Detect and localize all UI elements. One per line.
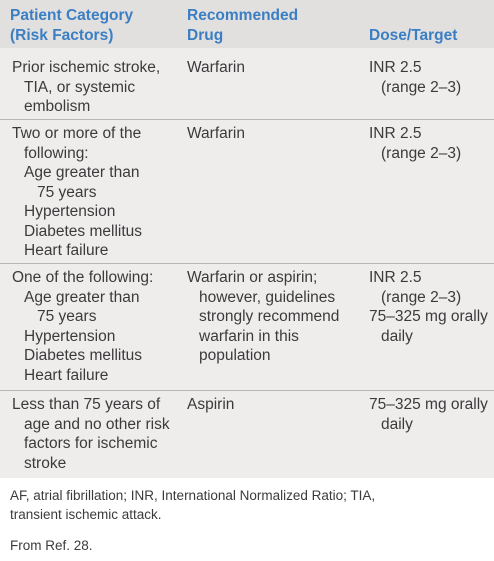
category-cell bbox=[12, 268, 153, 385]
cell-line: Diabetes mellitus bbox=[24, 222, 143, 240]
footnote-line: AF, atrial fibrillation; INR, International Normalized Ratio; TIA, bbox=[10, 488, 376, 503]
row-divider bbox=[0, 119, 494, 120]
cell-line: INR 2.5 bbox=[369, 269, 422, 286]
cell-line: INR 2.5 bbox=[369, 125, 422, 142]
header-recommended-drug bbox=[187, 6, 298, 46]
table-header bbox=[0, 0, 494, 48]
cell-line: (range 2–3) bbox=[381, 144, 462, 162]
cell-line: One of the following: bbox=[12, 269, 154, 286]
cell-line: Hypertension bbox=[24, 203, 116, 220]
cell-line: Warfarin bbox=[187, 59, 245, 76]
cell-line: warfarin in this bbox=[199, 327, 299, 345]
source-footnote: From Ref. 28. bbox=[10, 538, 93, 553]
cell-line: Two or more of the bbox=[12, 125, 142, 142]
dose-cell bbox=[369, 58, 461, 97]
cell-line: TIA, or systemic bbox=[24, 78, 136, 96]
footnote-line: transient ischemic attack. bbox=[10, 507, 162, 522]
cell-line: Aspirin bbox=[187, 396, 235, 413]
header-dose-target bbox=[369, 26, 457, 46]
drug-cell bbox=[187, 58, 245, 78]
header-line: Patient Category bbox=[10, 7, 134, 24]
header-line: Dose/Target bbox=[369, 27, 458, 44]
category-cell bbox=[12, 124, 142, 261]
cell-line: Age greater than bbox=[24, 164, 140, 181]
drug-cell bbox=[187, 268, 339, 366]
cell-line: Diabetes mellitus bbox=[24, 347, 143, 364]
cell-line: following: bbox=[24, 144, 89, 162]
cell-line: Hypertension bbox=[24, 327, 116, 345]
cell-line: daily bbox=[381, 327, 413, 345]
header-line: Recommended bbox=[187, 7, 299, 24]
cell-line: (range 2–3) bbox=[381, 78, 462, 96]
cell-line: age and no other risk bbox=[24, 415, 170, 433]
cell-line: embolism bbox=[24, 98, 91, 115]
cell-line: 75–325 mg orally bbox=[369, 308, 488, 325]
cell-line: 75 years bbox=[37, 183, 97, 201]
cell-line: Prior ischemic stroke, bbox=[12, 59, 161, 76]
drug-cell bbox=[187, 395, 234, 415]
cell-line: 75 years bbox=[37, 308, 97, 325]
drug-cell bbox=[187, 124, 245, 144]
abbreviations-footnote bbox=[10, 486, 375, 524]
cell-line: however, guidelines bbox=[199, 288, 336, 306]
cell-line: Warfarin or aspirin; bbox=[187, 269, 318, 286]
cell-line: Heart failure bbox=[24, 242, 109, 259]
cell-line: Age greater than bbox=[24, 288, 140, 306]
cell-line: population bbox=[199, 347, 271, 364]
cell-line: Warfarin bbox=[187, 125, 245, 142]
dose-cell bbox=[369, 268, 488, 346]
cell-line: stroke bbox=[24, 454, 67, 472]
header-line: Drug bbox=[187, 27, 224, 44]
cell-line: Less than 75 years of bbox=[12, 396, 161, 413]
cell-line: factors for ischemic bbox=[24, 435, 158, 452]
row-divider bbox=[0, 390, 494, 391]
cell-line: 75–325 mg orally bbox=[369, 396, 488, 413]
category-cell bbox=[12, 395, 170, 473]
cell-line: Heart failure bbox=[24, 366, 109, 384]
dose-cell bbox=[369, 395, 488, 434]
category-cell bbox=[12, 58, 160, 117]
row-divider bbox=[0, 263, 494, 264]
cell-line: strongly recommend bbox=[199, 308, 340, 325]
header-line: (Risk Factors) bbox=[10, 27, 114, 44]
cell-line: daily bbox=[381, 415, 413, 433]
cell-line: INR 2.5 bbox=[369, 59, 422, 76]
dose-cell bbox=[369, 124, 461, 163]
header-patient-category bbox=[10, 6, 133, 46]
cell-line: (range 2–3) bbox=[381, 288, 462, 306]
